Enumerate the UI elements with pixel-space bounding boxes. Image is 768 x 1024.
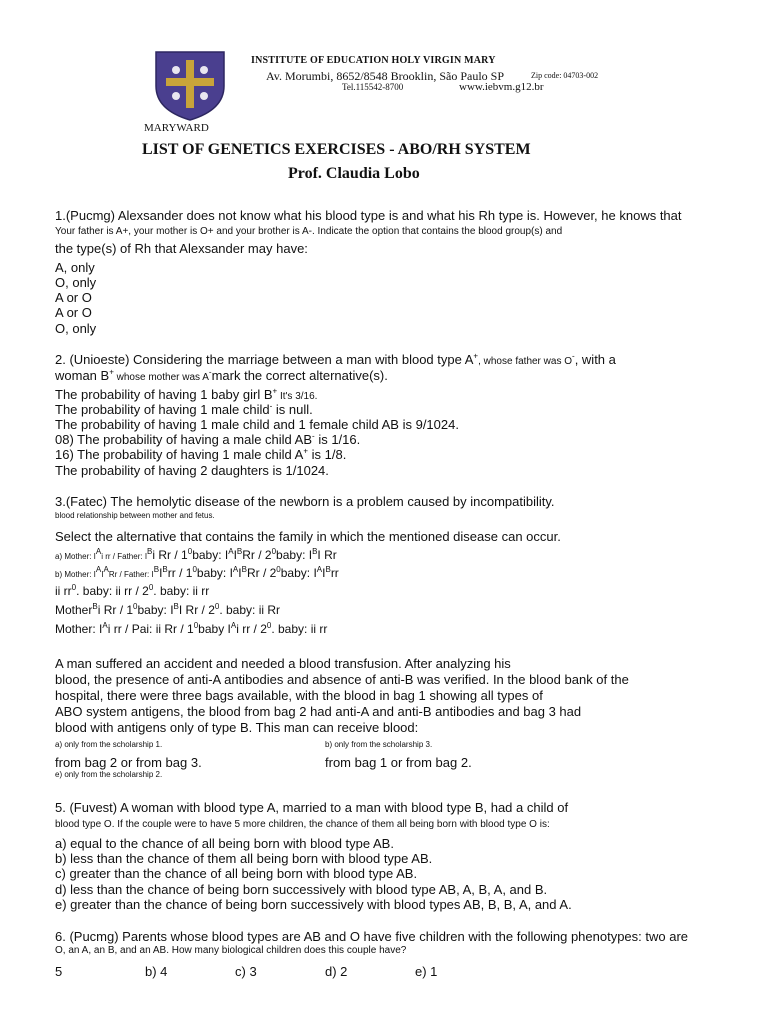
question-3-option-a: a) Mother: $I^Ai$ rr / Father: $I^Bi$ Rr / $1^0baby$: $I^AI^BRr$ / $2^0baby$: $I^BI$ Rr bbox=[55, 547, 337, 562]
page-title: LIST OF GENETICS EXERCISES - ABO/RH SYSTEM bbox=[142, 141, 531, 158]
question-1-option: O, only bbox=[55, 275, 97, 290]
question-4-option-c: from bag 2 or from bag 3. bbox=[55, 755, 202, 770]
question-1-option: O, only bbox=[55, 321, 97, 336]
question-3-text: blood relationship between mother and fetus. bbox=[55, 511, 215, 520]
question-6-answer: e) 1 bbox=[415, 964, 438, 979]
question-3-option-d: Mother$^B$i Rr / $1^0baby$: $I^BI$ Rr / $2^0$. baby: ii Rr bbox=[55, 602, 281, 617]
question-4-text: A man suffered an accident and needed a blood transfusion. After analyzing his bbox=[55, 656, 511, 671]
institute-zip: Zip code: 04703-002 bbox=[531, 71, 599, 80]
question-4-option-d: from bag 1 or from bag 2. bbox=[325, 755, 472, 770]
question-6-answer: 5 bbox=[55, 964, 63, 979]
question-3-text: Select the alternative that contains the family in which the mentioned disease can occur. bbox=[55, 529, 561, 544]
question-5-option: e) greater than the chance of being born successively with blood types AB, B, B, A, and A. bbox=[55, 897, 572, 912]
question-2-text: 2. (Unioeste) Considering the marriage between a man with blood type A+, whose father was O-, with a bbox=[55, 351, 616, 367]
question-5-text: blood type O. If the couple were to have 5 more children, the chance of them all being born with blood type O is: bbox=[55, 819, 550, 830]
question-5-option: b) less than the chance of them all being born with blood type AB. bbox=[55, 851, 433, 866]
question-6-text: O, an A, an B, and an AB. How many biological children does this couple have? bbox=[55, 945, 407, 956]
question-4-text: blood, the presence of anti-A antibodies and absence of anti-B was verified. In the blood bank of the bbox=[55, 672, 629, 687]
question-2-option: 16) The probability of having 1 male child A+ is 1/8. bbox=[55, 446, 347, 462]
question-4-text: blood with antigens only of type B. This man can receive blood: bbox=[55, 720, 419, 735]
question-4-option-b: b) only from the scholarship 3. bbox=[325, 740, 433, 749]
question-2-option: The probability of having 2 daughters is 1/1024. bbox=[55, 463, 329, 478]
question-1-text: Your father is A+, your mother is O+ and your brother is A-. Indicate the option that contains the blood group(s) and bbox=[55, 226, 563, 237]
question-6-answer: d) 2 bbox=[325, 964, 348, 979]
author-name: Prof. Claudia Lobo bbox=[288, 165, 420, 182]
question-2-option: The probability of having 1 baby girl B+ It's 3/16. bbox=[55, 386, 318, 402]
question-2-option: The probability of having 1 male child- is null. bbox=[55, 401, 313, 417]
question-3-text: 3.(Fatec) The hemolytic disease of the newborn is a problem caused by incompatibility. bbox=[55, 494, 555, 509]
question-5-option: c) greater than the chance of all being born with blood type AB. bbox=[55, 866, 418, 881]
question-4-option-e: e) only from the scholarship 2. bbox=[55, 770, 163, 779]
institute-name: INSTITUTE OF EDUCATION HOLY VIRGIN MARY bbox=[251, 55, 496, 66]
question-5-option: a) equal to the chance of all being born with blood type AB. bbox=[55, 836, 394, 851]
question-6-answer: b) 4 bbox=[145, 964, 168, 979]
question-3-option-b: b) Mother: $I^AI^ARr$ / Father: $I^BI^Brr$ / $1^0baby$: $I^AI^BRr$ / $2^0baby$: $I^AI^Brr$ bbox=[55, 565, 339, 580]
question-1-option: A or O bbox=[55, 290, 92, 305]
question-1-text: 1.(Pucmg) Alexsander does not know what his blood type is and what his Rh type is. However, he knows that bbox=[55, 208, 682, 223]
question-5-text: 5. (Fuvest) A woman with blood type A, married to a man with blood type B, had a child of bbox=[55, 800, 569, 815]
institute-phone: Tel.115542-8700 bbox=[342, 82, 404, 92]
institute-address: Av. Morumbi, 8652/8548 Brooklin, São Paulo SP bbox=[266, 69, 505, 83]
question-3-option-e: Mother: $I^Ai$ rr / Pai: ii Rr / $1^0baby$ $I^Ai$ rr / $2^0$. baby: ii rr bbox=[55, 621, 328, 636]
question-6-answer: c) 3 bbox=[235, 964, 257, 979]
question-1-option: A, only bbox=[55, 260, 95, 275]
question-1-option: A or O bbox=[55, 305, 92, 320]
question-3-option-c: ii $rr^0$. baby: ii rr / $2^0$. baby: ii rr bbox=[55, 583, 210, 598]
question-4-text: hospital, there were three bags available, with the blood in bag 1 showing all types of bbox=[55, 688, 543, 703]
question-4-text: ABO system antigens, the blood from bag 2 had anti-A and anti-B antibodies and bag 3 had bbox=[55, 704, 582, 719]
question-4-option-a: a) only from the scholarship 1. bbox=[55, 740, 163, 749]
question-5-option: d) less than the chance of being born successively with blood type AB, A, B, A, and B. bbox=[55, 882, 548, 897]
question-2-option: The probability of having 1 male child and 1 female child AB is 9/1024. bbox=[55, 417, 459, 432]
question-6-text: 6. (Pucmg) Parents whose blood types are AB and O have five children with the following phenotypes: two are bbox=[55, 929, 689, 944]
question-2-option: 08) The probability of having a male child AB- is 1/16. bbox=[55, 431, 361, 447]
question-2-text: woman B+ whose mother was A-mark the correct alternative(s). bbox=[55, 367, 388, 383]
question-1-text: the type(s) of Rh that Alexsander may have: bbox=[55, 241, 308, 256]
school-crest-icon bbox=[150, 48, 230, 123]
school-logo-label: MARYWARD bbox=[144, 122, 209, 134]
institute-website[interactable]: www.iebvm.g12.br bbox=[459, 81, 544, 93]
